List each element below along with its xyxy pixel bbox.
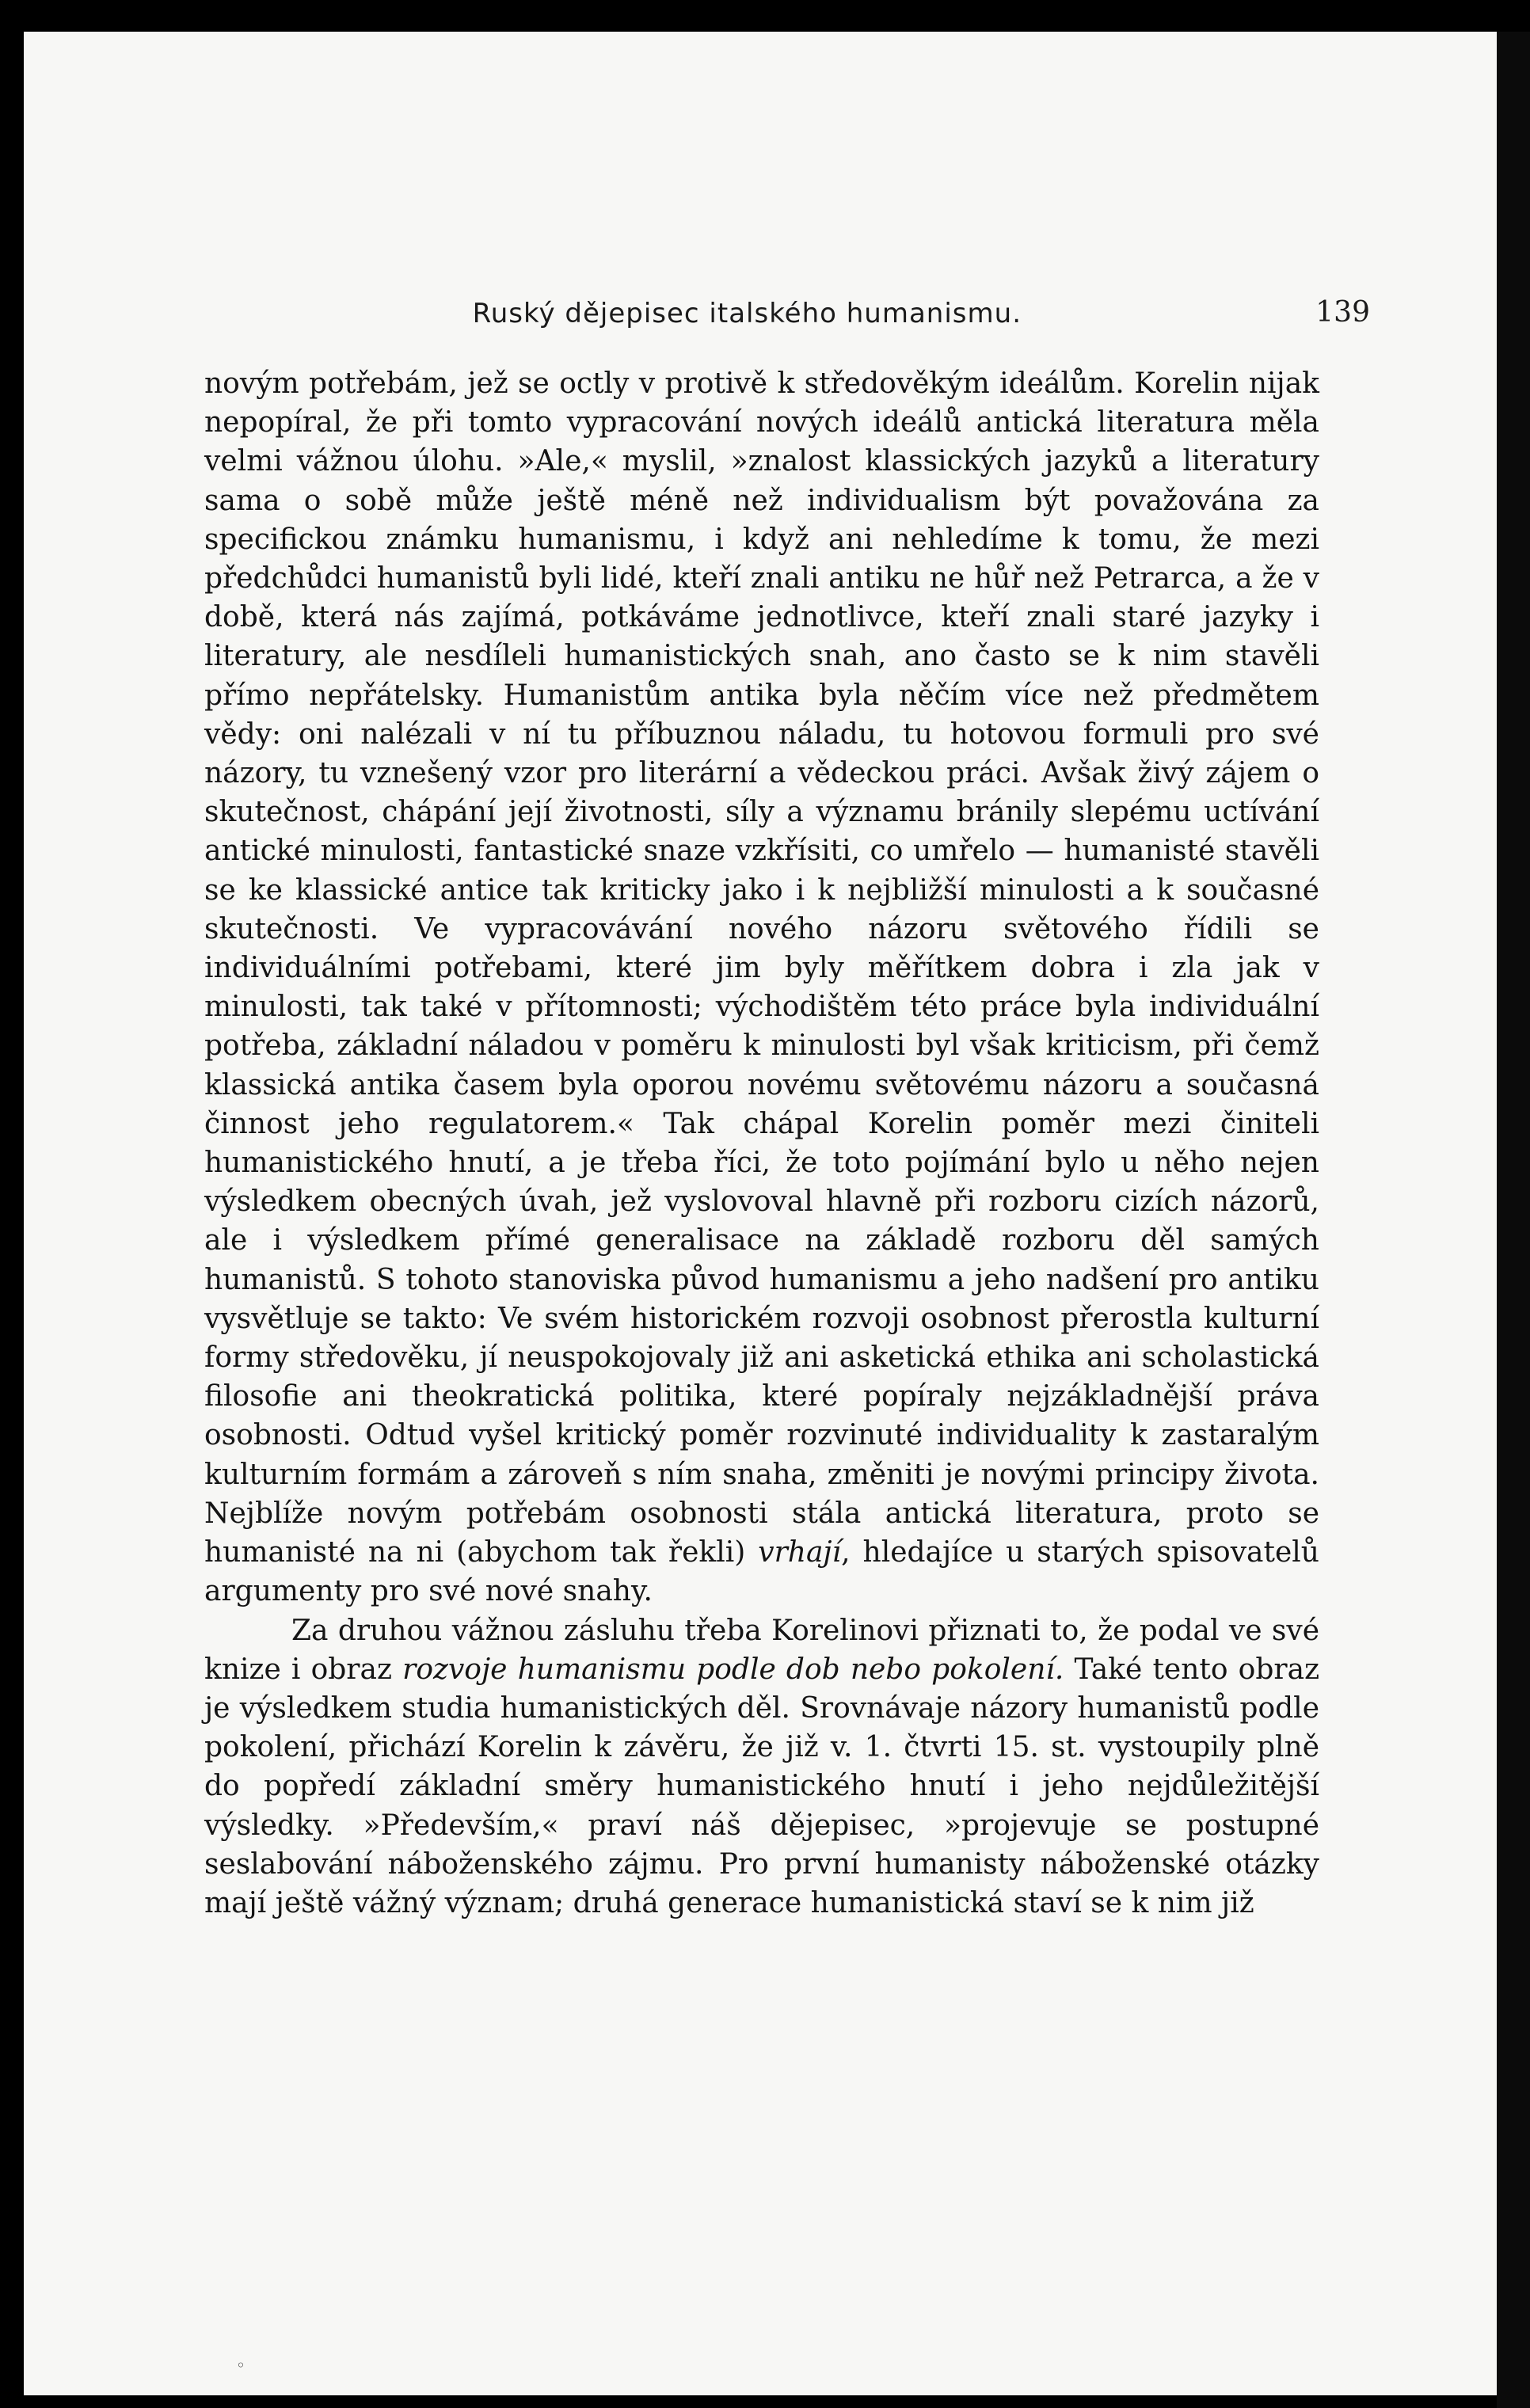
paragraph bbox=[204, 364, 1319, 1611]
running-title: Ruský dějepisec italského humanismu. bbox=[472, 298, 1022, 329]
page-header bbox=[182, 271, 1394, 329]
italic-emphasis: rozvoje humanismu podle dob nebo pokolení. bbox=[402, 1653, 1064, 1686]
paragraph-text: Za druhou vážnou zásluhu třeba Korelinovi přiznati to, že podal ve své knize i obraz bbox=[204, 1614, 1319, 1686]
scan-speck: ◦ bbox=[236, 2356, 245, 2375]
body-text bbox=[204, 364, 1319, 1923]
paragraph bbox=[204, 1611, 1319, 1923]
book-page bbox=[24, 32, 1497, 2395]
paragraph-text: , hledajíce u starých spisovatelů argumenty pro své nové snahy. bbox=[204, 1536, 1319, 1608]
italic-emphasis: vrhají bbox=[758, 1536, 842, 1569]
paragraph-text: Také tento obraz je výsledkem studia humanistických děl. Srovnávaje názory humanistů podle pokolení, přichází Korelin k závěru, že již v. 1. čtvrti 15. st. vystoupily plně do popředí základní směry humanistického hnutí i jeho nejdůležitější výsledky. »Především,« praví náš dějepisec, »projevuje se postupné seslabování náboženského zájmu. Pro první humanisty náboženské otázky mají ještě vážný význam; druhá generace humanistická staví se k nim již bbox=[204, 1653, 1320, 1919]
scan-border bbox=[1497, 32, 1530, 2408]
page-number: 139 bbox=[1315, 296, 1370, 329]
paragraph-text: novým potřebám, jež se octly v protivě k středověkým ideálům. Korelin nijak nepopíral, že při tomto vypracování nových ideálů antická literatura měla velmi vážnou úlohu. »Ale,« myslil, »znalost klassických jazyků a literatury sama o sobě může ještě méně než individualism být považována za specifickou známku humanismu, i když ani nehledíme k tomu, že mezi předchůdci humanistů byli lidé, kteří znali antiku ne hůř než Petrarca, a že v době, která nás zajímá, potkáváme jednotlivce, kteří znali staré jazyky i literatury, ale nesdíleli humanistických snah, ano často se k nim stavěli přímo nepřátelsky. Humanistům antika byla něčím více než předmětem vědy: oni nalézali v ní tu příbuznou náladu, tu hotovou formuli pro své názory, tu vznešený vzor pro literární a vědeckou práci. Avšak živý zájem o skutečnost, chápání její životnosti, síly a významu bránily slepému uctívání antické minulosti, fantastické snaze vzkřísiti, co umřelo — humanisté stavěli se ke klassické antice tak kriticky jako i k nejbližší minulosti a k současné skutečnosti. Ve vypracovávání nového názoru světového řídili se individuálními potřebami, které jim byly měřítkem dobra i zla jak v minulosti, tak také v přítomnosti; východištěm této práce byla individuální potřeba, základní náladou v poměru k minulosti byl však kriticism, při čemž klassická antika časem byla oporou novému světovému názoru a současná činnost jeho regulatorem.« Tak chápal Korelin poměr mezi činiteli humanistického hnutí, a je třeba říci, že toto pojímání bylo u něho nejen výsledkem obecných úvah, jež vyslovoval hlavně při rozboru cizích názorů, ale i výsledkem přímé generalisace na základě rozboru děl samých humanistů. S tohoto stanoviska původ humanismu a jeho nadšení pro antiku vysvětluje se takto: Ve svém historickém rozvoji osobnost přerostla kulturní formy středověku, jí neuspokojovaly již ani asketická ethika ani scholastická filosofie ani theokratická politika, které popíraly nejzákladnější práva osobnosti. Odtud vyšel kritický poměr rozvinuté individuality k zastaralým kulturním formám a zároveň s ním snaha, změniti je novými principy života. Nejblíže novým potřebám osobnosti stála antická literatura, proto se humanisté na ni (abychom tak řekli) bbox=[204, 367, 1319, 1569]
